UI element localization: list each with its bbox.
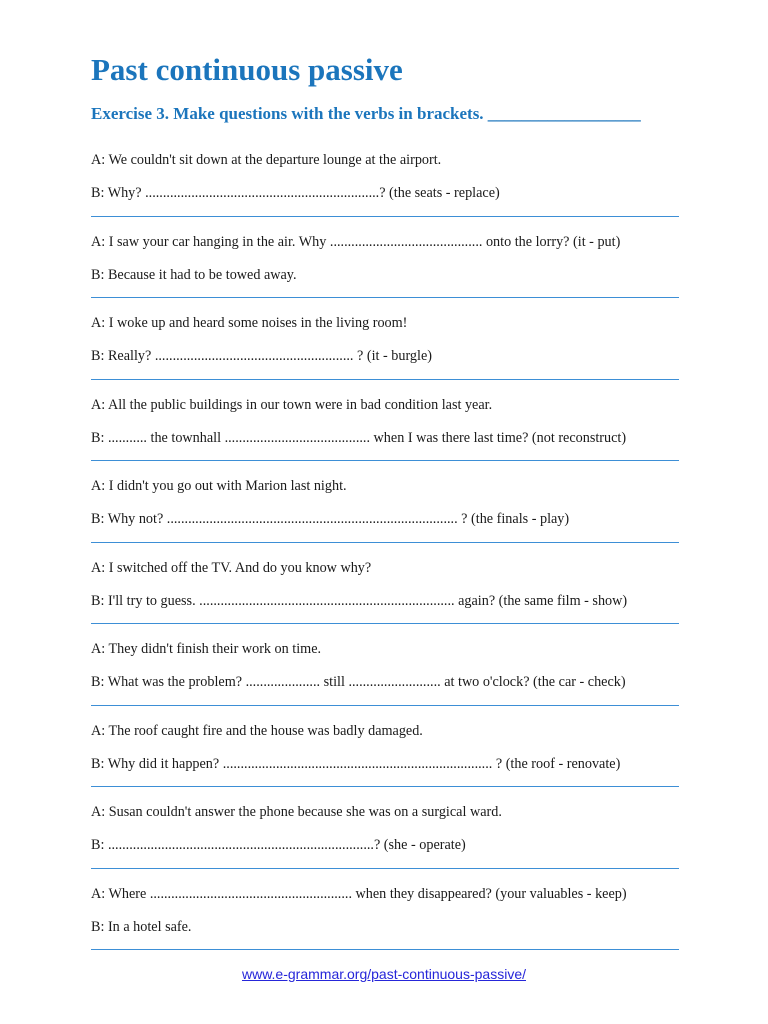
speaker-a-line: A: Where ......................................................... when they disappeared? (your valuables - keep)	[91, 885, 627, 902]
exercise-item-1	[91, 135, 679, 217]
speaker-a-line: A: I woke up and heard some noises in the living room!	[91, 315, 408, 331]
exercise-item-7	[91, 624, 679, 706]
exercise-item-3	[91, 298, 679, 380]
speaker-b-line: B: What was the problem? ..................... still .......................... at two o'clock? (the car - check)	[91, 674, 626, 690]
speaker-b-line: B: In a hotel safe.	[91, 918, 192, 935]
exercise-item-10	[91, 869, 679, 951]
speaker-a-line: A: All the public buildings in our town were in bad condition last year.	[91, 396, 493, 413]
exercise-item-5	[91, 461, 679, 543]
speaker-a-line: A: I switched off the TV. And do you know why?	[91, 559, 372, 576]
speaker-a-line: A: The roof caught fire and the house was badly damaged.	[91, 722, 423, 739]
speaker-b-line: B: Really? ........................................................ ? (it - burgle)	[91, 348, 432, 364]
exercise-item-2	[91, 217, 679, 299]
exercise-list	[91, 135, 679, 950]
speaker-b-line: B: I'll try to guess. ........................................................................ again? (the same film - show)	[91, 592, 628, 609]
exercise-item-4	[91, 380, 679, 462]
speaker-a-line: A: I saw your car hanging in the air. Why ........................................... onto the lorry? (it - put)	[91, 233, 621, 250]
page-title: Past continuous passive	[91, 52, 403, 87]
speaker-b-line: B: Why did it happen? ............................................................................ ? (the roof - renovate)	[91, 755, 621, 772]
exercise-instructions: Exercise 3. Make questions with the verbs in brackets. __________________	[91, 104, 641, 123]
speaker-b-line: B: ...........................................................................? (she - operate)	[91, 837, 466, 853]
exercise-item-9	[91, 787, 679, 869]
speaker-a-line: A: They didn't finish their work on time.	[91, 641, 322, 657]
speaker-b-line: B: Why not? .................................................................................. ? (the finals - play)	[91, 511, 570, 527]
exercise-item-8	[91, 706, 679, 788]
exercise-item-6	[91, 543, 679, 625]
speaker-a-line: A: We couldn't sit down at the departure lounge at the airport.	[91, 152, 442, 168]
speaker-b-line: B: ........... the townhall ......................................... when I was there last time? (not reconstruct)	[91, 429, 627, 446]
speaker-a-line: A: Susan couldn't answer the phone because she was on a surgical ward.	[91, 804, 502, 820]
speaker-b-line: B: Because it had to be towed away.	[91, 266, 297, 283]
speaker-a-line: A: I didn't you go out with Marion last night.	[91, 478, 347, 494]
speaker-b-line: B: Why? ..................................................................? (the seats - replace)	[91, 185, 500, 201]
source-link[interactable]: www.e-grammar.org/past-continuous-passive/	[241, 966, 526, 982]
